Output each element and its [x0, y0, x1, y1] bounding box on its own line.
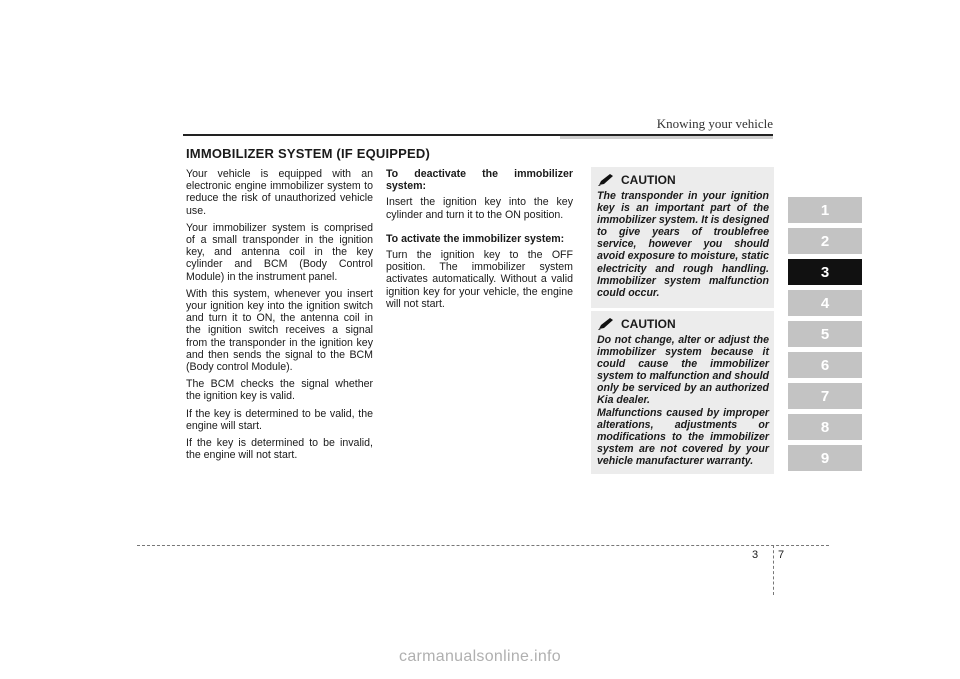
paragraph: Your vehicle is equipped with an electronic engine immobilizer system to reduce the risk of unauthorized vehicle use. — [186, 168, 373, 217]
chapter-tab-6[interactable]: 6 — [788, 352, 862, 378]
body-column-left — [186, 168, 373, 466]
section-title: IMMOBILIZER SYSTEM (IF EQUIPPED) — [186, 146, 431, 161]
chapter-tab-2[interactable]: 2 — [788, 228, 862, 254]
caution-box-alteration — [591, 311, 774, 474]
chapter-tab-5[interactable]: 5 — [788, 321, 862, 347]
paragraph: If the key is determined to be valid, the engine will start. — [186, 407, 373, 432]
page-chapter-number: 3 — [752, 549, 759, 561]
caution-box-transponder — [591, 167, 774, 308]
footer-rule — [137, 545, 829, 546]
deactivate-heading: To deactivate the immobilizer system: — [386, 168, 573, 193]
caution-text: Do not change, alter or adjust the immobilizer system because it could cause the immobilizer system to malfunction and should only be serviced by an authorized Kia dealer. — [597, 334, 769, 407]
caution-text: Malfunctions caused by improper alterations, adjustments or modifications to the immobilizer system are not covered by your vehicle manufacturer warranty. — [597, 406, 769, 467]
header-rule-shadow — [560, 136, 773, 139]
paragraph: The BCM checks the signal whether the ignition key is valid. — [186, 378, 373, 403]
paragraph: If the key is determined to be invalid, the engine will not start. — [186, 437, 373, 462]
chapter-tab-9[interactable]: 9 — [788, 445, 862, 471]
watermark: carmanualsonline.info — [399, 648, 561, 665]
caution-title: CAUTION — [621, 317, 676, 331]
chapter-tab-4[interactable]: 4 — [788, 290, 862, 316]
chapter-tab-7[interactable]: 7 — [788, 383, 862, 409]
running-header: Knowing your vehicle — [656, 116, 773, 131]
paragraph: With this system, whenever you insert your ignition key into the ignition switch and turn it to ON, the antenna coil in the ignition switch receives a signal from the transponder in the ignition key and then sends the signal to the BCM (Body control Module). — [186, 287, 373, 374]
page-number: 7 — [778, 549, 785, 561]
activate-text: Turn the ignition key to the OFF position. The immobilizer system activates automatically. Without a valid ignition key for your vehicle, the engine will not start. — [386, 249, 573, 310]
caution-title: CAUTION — [621, 173, 676, 187]
deactivate-text: Insert the ignition key into the key cylinder and turn it to the ON position. — [386, 196, 573, 221]
body-column-middle — [386, 168, 573, 315]
chapter-tab-1[interactable]: 1 — [788, 197, 862, 223]
pencil-icon — [597, 174, 615, 186]
chapter-tab-3[interactable]: 3 — [788, 259, 862, 285]
activate-heading: To activate the immobilizer system: — [386, 232, 565, 245]
paragraph: Your immobilizer system is comprised of a small transponder in the ignition key, and antenna coil in the key cylinder and BCM (Body Control Module) in the instrument panel. — [186, 221, 373, 283]
pencil-icon — [597, 318, 615, 330]
footer-vertical-rule — [773, 545, 774, 595]
caution-text: The transponder in your ignition key is an important part of the immobilizer system. It is designed to give years of troublefree service, however you should avoid exposure to moisture, static electricity and rough handling. Immobilizer system malfunction could occur. — [597, 190, 769, 299]
chapter-tab-8[interactable]: 8 — [788, 414, 862, 440]
